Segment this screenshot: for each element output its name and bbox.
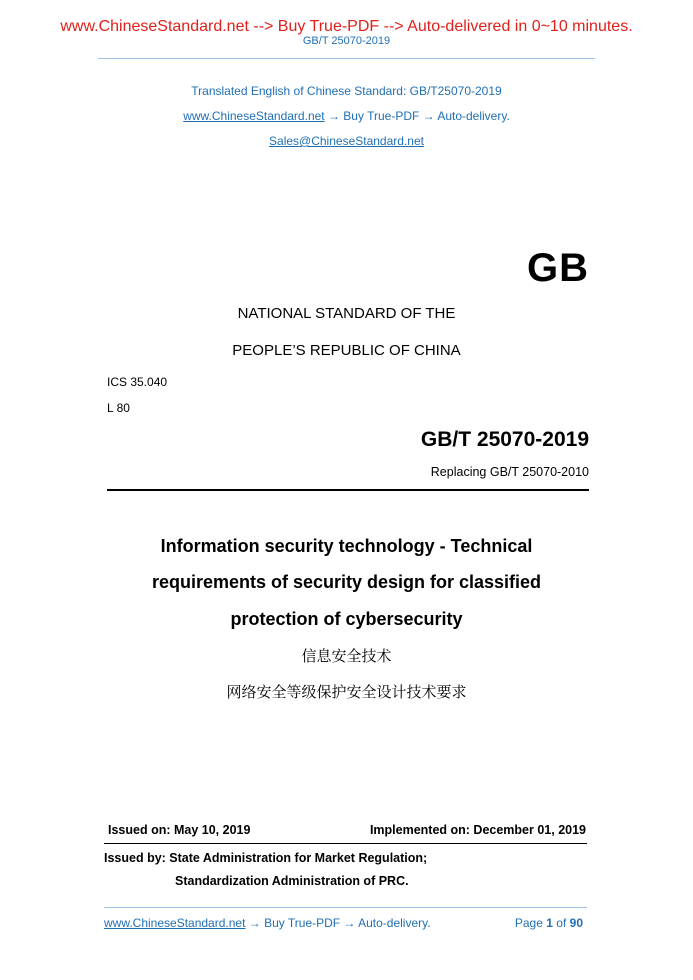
chinese-title-line2: 网络安全等级保护安全设计技术要求 — [226, 683, 467, 701]
issued-by-line1: Issued by: State Administration for Market Regulation; — [104, 851, 428, 865]
footer-website-link[interactable]: www.ChineseStandard.net — [104, 916, 246, 930]
issued-by-line2: Standardization Administration of PRC. — [175, 874, 409, 888]
issue-divider — [104, 843, 587, 844]
title-line3: protection of cybersecurity — [230, 609, 463, 629]
title-line2: requirements of security design for classified — [151, 572, 542, 592]
email-line — [0, 134, 693, 148]
national-standard-line1: NATIONAL STANDARD OF THE — [237, 305, 456, 322]
title-line1: Information security technology - Technical — [160, 536, 533, 556]
replacing-note: Replacing GB/T 25070-2010 — [430, 465, 589, 479]
gb-mark: GB — [527, 246, 589, 290]
footer-purchase-line — [104, 916, 431, 930]
sales-email-link[interactable]: Sales@ChineseStandard.net — [269, 134, 424, 148]
page-indicator — [515, 916, 583, 930]
page-total: 90 — [569, 916, 583, 930]
title-divider — [107, 489, 589, 491]
implemented-on-date: Implemented on: December 01, 2019 — [369, 823, 586, 837]
page-label: Page — [514, 916, 543, 930]
website-link[interactable]: www.ChineseStandard.net — [183, 109, 325, 123]
header-divider — [98, 58, 595, 59]
footer-divider — [104, 907, 587, 908]
top-banner[interactable]: www.ChineseStandard.net --> Buy True-PDF --> Auto-delivered in 0~10 minutes. — [60, 18, 633, 35]
translation-note: Translated English of Chinese Standard: GB/T25070-2019 — [191, 84, 502, 98]
page-of: of — [556, 916, 567, 930]
ccs-code: L 80 — [107, 401, 130, 415]
issued-on-date: Issued on: May 10, 2019 — [108, 823, 251, 837]
footer-purchase-text: → Buy True-PDF → Auto-delivery. — [245, 916, 431, 930]
purchase-text: → Buy True-PDF → Auto-delivery. — [324, 109, 510, 123]
national-standard-line2: PEOPLE’S REPUBLIC OF CHINA — [232, 342, 461, 359]
ics-code: ICS 35.040 — [107, 375, 168, 389]
chinese-title-line1: 信息安全技术 — [301, 647, 392, 665]
purchase-line — [0, 109, 693, 123]
standard-number: GB/T 25070-2019 — [420, 428, 589, 451]
page-current: 1 — [546, 916, 553, 930]
header-standard-code: GB/T 25070-2019 — [302, 35, 391, 47]
